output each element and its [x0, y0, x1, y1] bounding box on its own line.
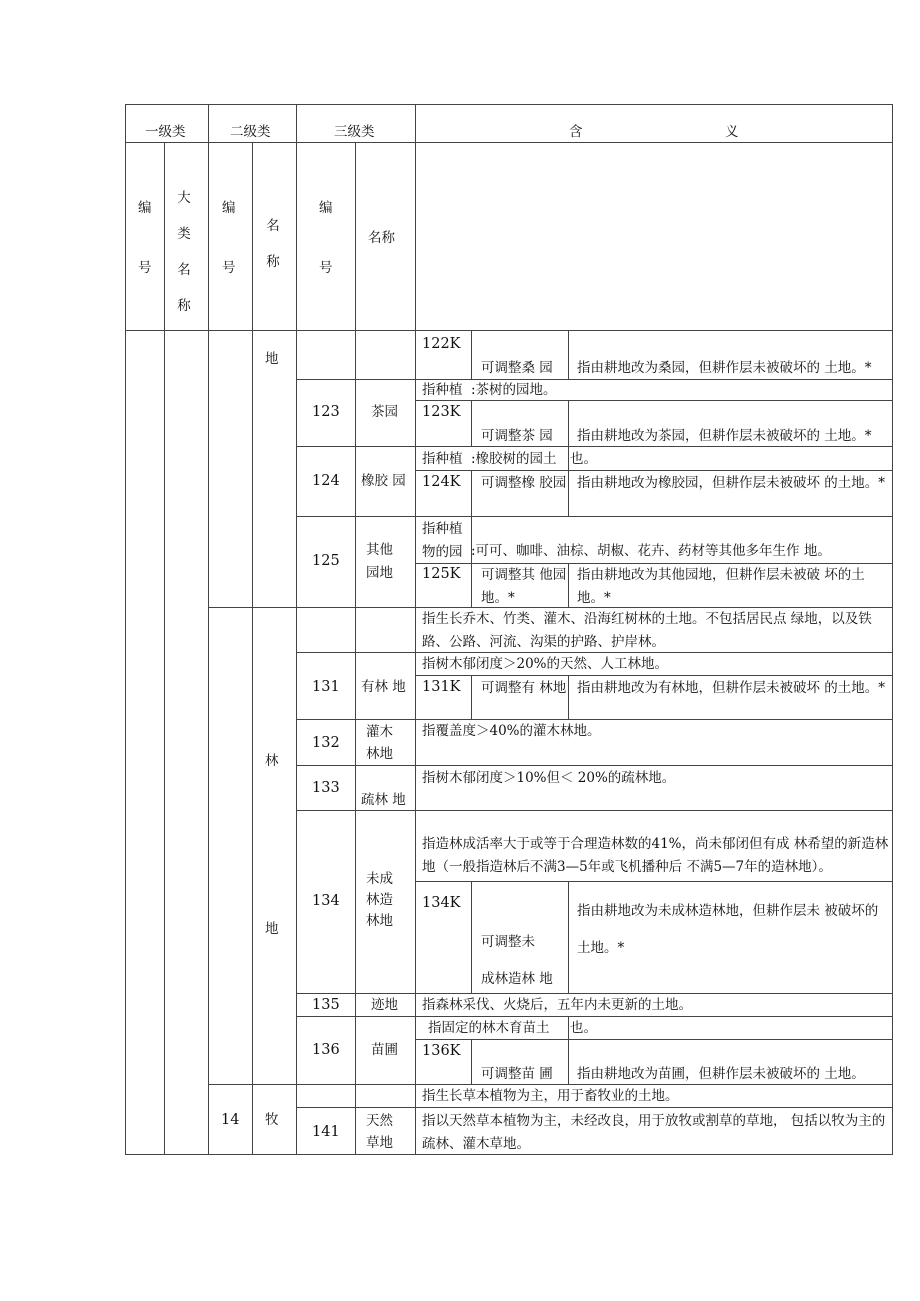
- header-name-3: 名称: [368, 230, 395, 246]
- rule: [296, 104, 297, 1155]
- rule: [164, 142, 165, 1155]
- header-meaning-b: 义: [725, 124, 739, 140]
- desc-136k: 指由耕地改为苗圃，但耕作层未被破坏的 土地。: [577, 1066, 865, 1082]
- header-name-2: 名称: [266, 218, 280, 270]
- category-lin-b: 地: [265, 921, 279, 937]
- desc-14: 指生长草本植物为主，用于畜牧业的土地。: [422, 1088, 679, 1104]
- def-123-b: :茶树的园地。: [471, 382, 557, 398]
- rule: [208, 1084, 893, 1085]
- rule: [208, 104, 209, 1155]
- def-124-c: 也。: [570, 451, 597, 467]
- name-135: 迹地: [371, 997, 398, 1013]
- name-125k: 可调整其 他园地。*: [481, 567, 567, 606]
- rule: [471, 331, 472, 379]
- rule: [568, 446, 569, 470]
- def-132: 指覆盖度＞40%的灌木林地。: [422, 723, 601, 739]
- name-131k: 可调整有 林地: [481, 680, 567, 696]
- code-122k: 122K: [422, 336, 461, 352]
- rule: [125, 104, 893, 105]
- code-123: 123: [312, 404, 340, 420]
- rule: [415, 881, 893, 882]
- rule: [892, 104, 893, 1155]
- def-124-a: 指种植: [422, 451, 463, 467]
- header-level3: 三级类: [334, 124, 375, 140]
- code-134: 134: [312, 893, 340, 909]
- rule: [415, 1039, 893, 1040]
- name-136k: 可调整苗 圃: [481, 1066, 553, 1082]
- header-level1: 一级类: [145, 124, 186, 140]
- def-136-b: 也。: [570, 1020, 597, 1036]
- code-125k: 125K: [422, 566, 461, 582]
- name-133: 疏林 地: [361, 792, 406, 808]
- code-135: 135: [312, 997, 340, 1013]
- header-meaning-a: 含: [569, 124, 583, 140]
- code-132: 132: [312, 735, 340, 751]
- code-134k: 134K: [422, 895, 461, 911]
- name-134: 未成林造林地: [366, 871, 393, 929]
- def-133: 指树木郁闭度＞10%但＜ 20%的疏林地。: [422, 770, 676, 786]
- category-mu: 牧: [265, 1112, 279, 1128]
- code-136: 136: [312, 1042, 340, 1058]
- code-124: 124: [312, 473, 340, 489]
- rule: [355, 142, 356, 1155]
- header-hao-3: 号: [319, 260, 333, 276]
- rule: [568, 470, 569, 516]
- rule: [296, 1107, 893, 1108]
- name-123k: 可调整茶 园: [481, 428, 553, 444]
- name-124: 橡胶 园: [361, 473, 406, 489]
- rule: [125, 1154, 893, 1155]
- rule: [125, 142, 893, 143]
- def-125-a: 指种植物的园: [422, 521, 463, 560]
- desc-131k: 指由耕地改为有林地，但耕作层未被破坏 的土地。*: [577, 680, 886, 696]
- desc-122k: 指由耕地改为桑园，但耕作层未被破坏的 土地。*: [577, 360, 872, 376]
- name-134k-b: 成林造林 地: [481, 971, 553, 987]
- code-124k: 124K: [422, 474, 461, 490]
- rule: [125, 330, 893, 331]
- desc-134k: 指由耕地改为未成林造林地，但耕作层未 被破坏的土地。*: [577, 903, 879, 956]
- name-141: 天然草地: [366, 1113, 393, 1151]
- rule: [296, 1016, 893, 1017]
- header-bian-1: 编: [138, 200, 152, 216]
- category-di-top: 地: [265, 351, 279, 367]
- rule: [296, 810, 893, 811]
- rule: [568, 675, 569, 719]
- name-123: 茶园: [371, 404, 398, 420]
- rule: [568, 400, 569, 446]
- name-131: 有林 地: [361, 679, 406, 695]
- header-major-name: 大类名称: [177, 190, 191, 314]
- def-123-a: 指种植: [422, 382, 463, 398]
- def-141: 指以天然草本植物为主，未经改良，用于放牧或割草的草地， 包括以牧为主的疏林、灌木草地。: [422, 1113, 886, 1152]
- rule: [568, 563, 569, 607]
- rule: [471, 1039, 472, 1084]
- rule: [471, 400, 472, 446]
- rule: [471, 563, 472, 607]
- name-136: 苗圃: [371, 1042, 398, 1058]
- name-125: 其他园地: [366, 542, 393, 581]
- rule: [296, 993, 893, 994]
- category-code-14: 14: [221, 1112, 240, 1128]
- desc-125k: 指由耕地改为其他园地，但耕作层未被破 坏的土地。*: [577, 567, 865, 606]
- name-132: 灌木林地: [366, 724, 393, 762]
- name-124k: 可调整橡 胶园: [481, 475, 567, 491]
- rule: [415, 104, 416, 1155]
- rule: [296, 719, 893, 720]
- header-bian-2: 编: [222, 200, 236, 216]
- code-131: 131: [312, 679, 340, 695]
- desc-13: 指生长乔木、竹类、灌木、沿海红树林的土地。不包括居民点 绿地，以及铁路、公路、河流、沟渠的护路、护岸林。: [422, 611, 872, 650]
- header-hao-2: 号: [222, 260, 236, 276]
- rule: [296, 379, 893, 380]
- rule: [568, 1039, 569, 1084]
- category-lin-a: 林: [265, 753, 279, 769]
- desc-124k: 指由耕地改为橡胶园，但耕作层未被破坏 的土地。*: [577, 475, 886, 491]
- rule: [415, 675, 893, 676]
- rule: [471, 675, 472, 719]
- name-134k-a: 可调整未: [481, 934, 535, 950]
- def-125-b: :可可、咖啡、油棕、胡椒、花卉、药材等其他多年生作 地。: [471, 543, 831, 559]
- rule: [125, 104, 126, 1155]
- rule: [415, 470, 893, 471]
- rule: [296, 516, 893, 517]
- rule: [296, 446, 893, 447]
- code-133: 133: [312, 780, 340, 796]
- def-136-a: 指固定的林木育苗土: [428, 1020, 550, 1036]
- rule: [471, 470, 472, 516]
- code-125: 125: [312, 553, 340, 569]
- code-136k: 136K: [422, 1043, 461, 1059]
- def-135: 指森林采伐、火烧后，五年内未更新的土地。: [422, 997, 692, 1013]
- rule: [568, 1016, 569, 1039]
- rule: [568, 881, 569, 993]
- def-134: 指造林成活率大于或等于合理造林数的41%，尚未郁闭但有成 林希望的新造林地（一般指造林后不满3—5年或飞机播种后 不满5—7年的造林地）。: [422, 836, 889, 875]
- rule: [471, 881, 472, 993]
- rule: [415, 400, 893, 401]
- rule: [296, 765, 893, 766]
- code-123k: 123K: [422, 404, 461, 420]
- rule: [252, 142, 253, 1155]
- header-level2: 二级类: [230, 124, 271, 140]
- header-bian-3: 编: [319, 200, 333, 216]
- name-122k: 可调整桑 园: [481, 360, 553, 376]
- rule: [568, 331, 569, 379]
- code-131k: 131K: [422, 679, 461, 695]
- desc-123k: 指由耕地改为茶园，但耕作层未被破坏的 土地。*: [577, 428, 872, 444]
- def-124-b: :橡胶树的园土: [471, 451, 557, 467]
- def-131: 指树木郁闭度＞20%的天然、人工林地。: [422, 656, 669, 672]
- header-hao-1: 号: [138, 260, 152, 276]
- code-141: 141: [312, 1124, 340, 1140]
